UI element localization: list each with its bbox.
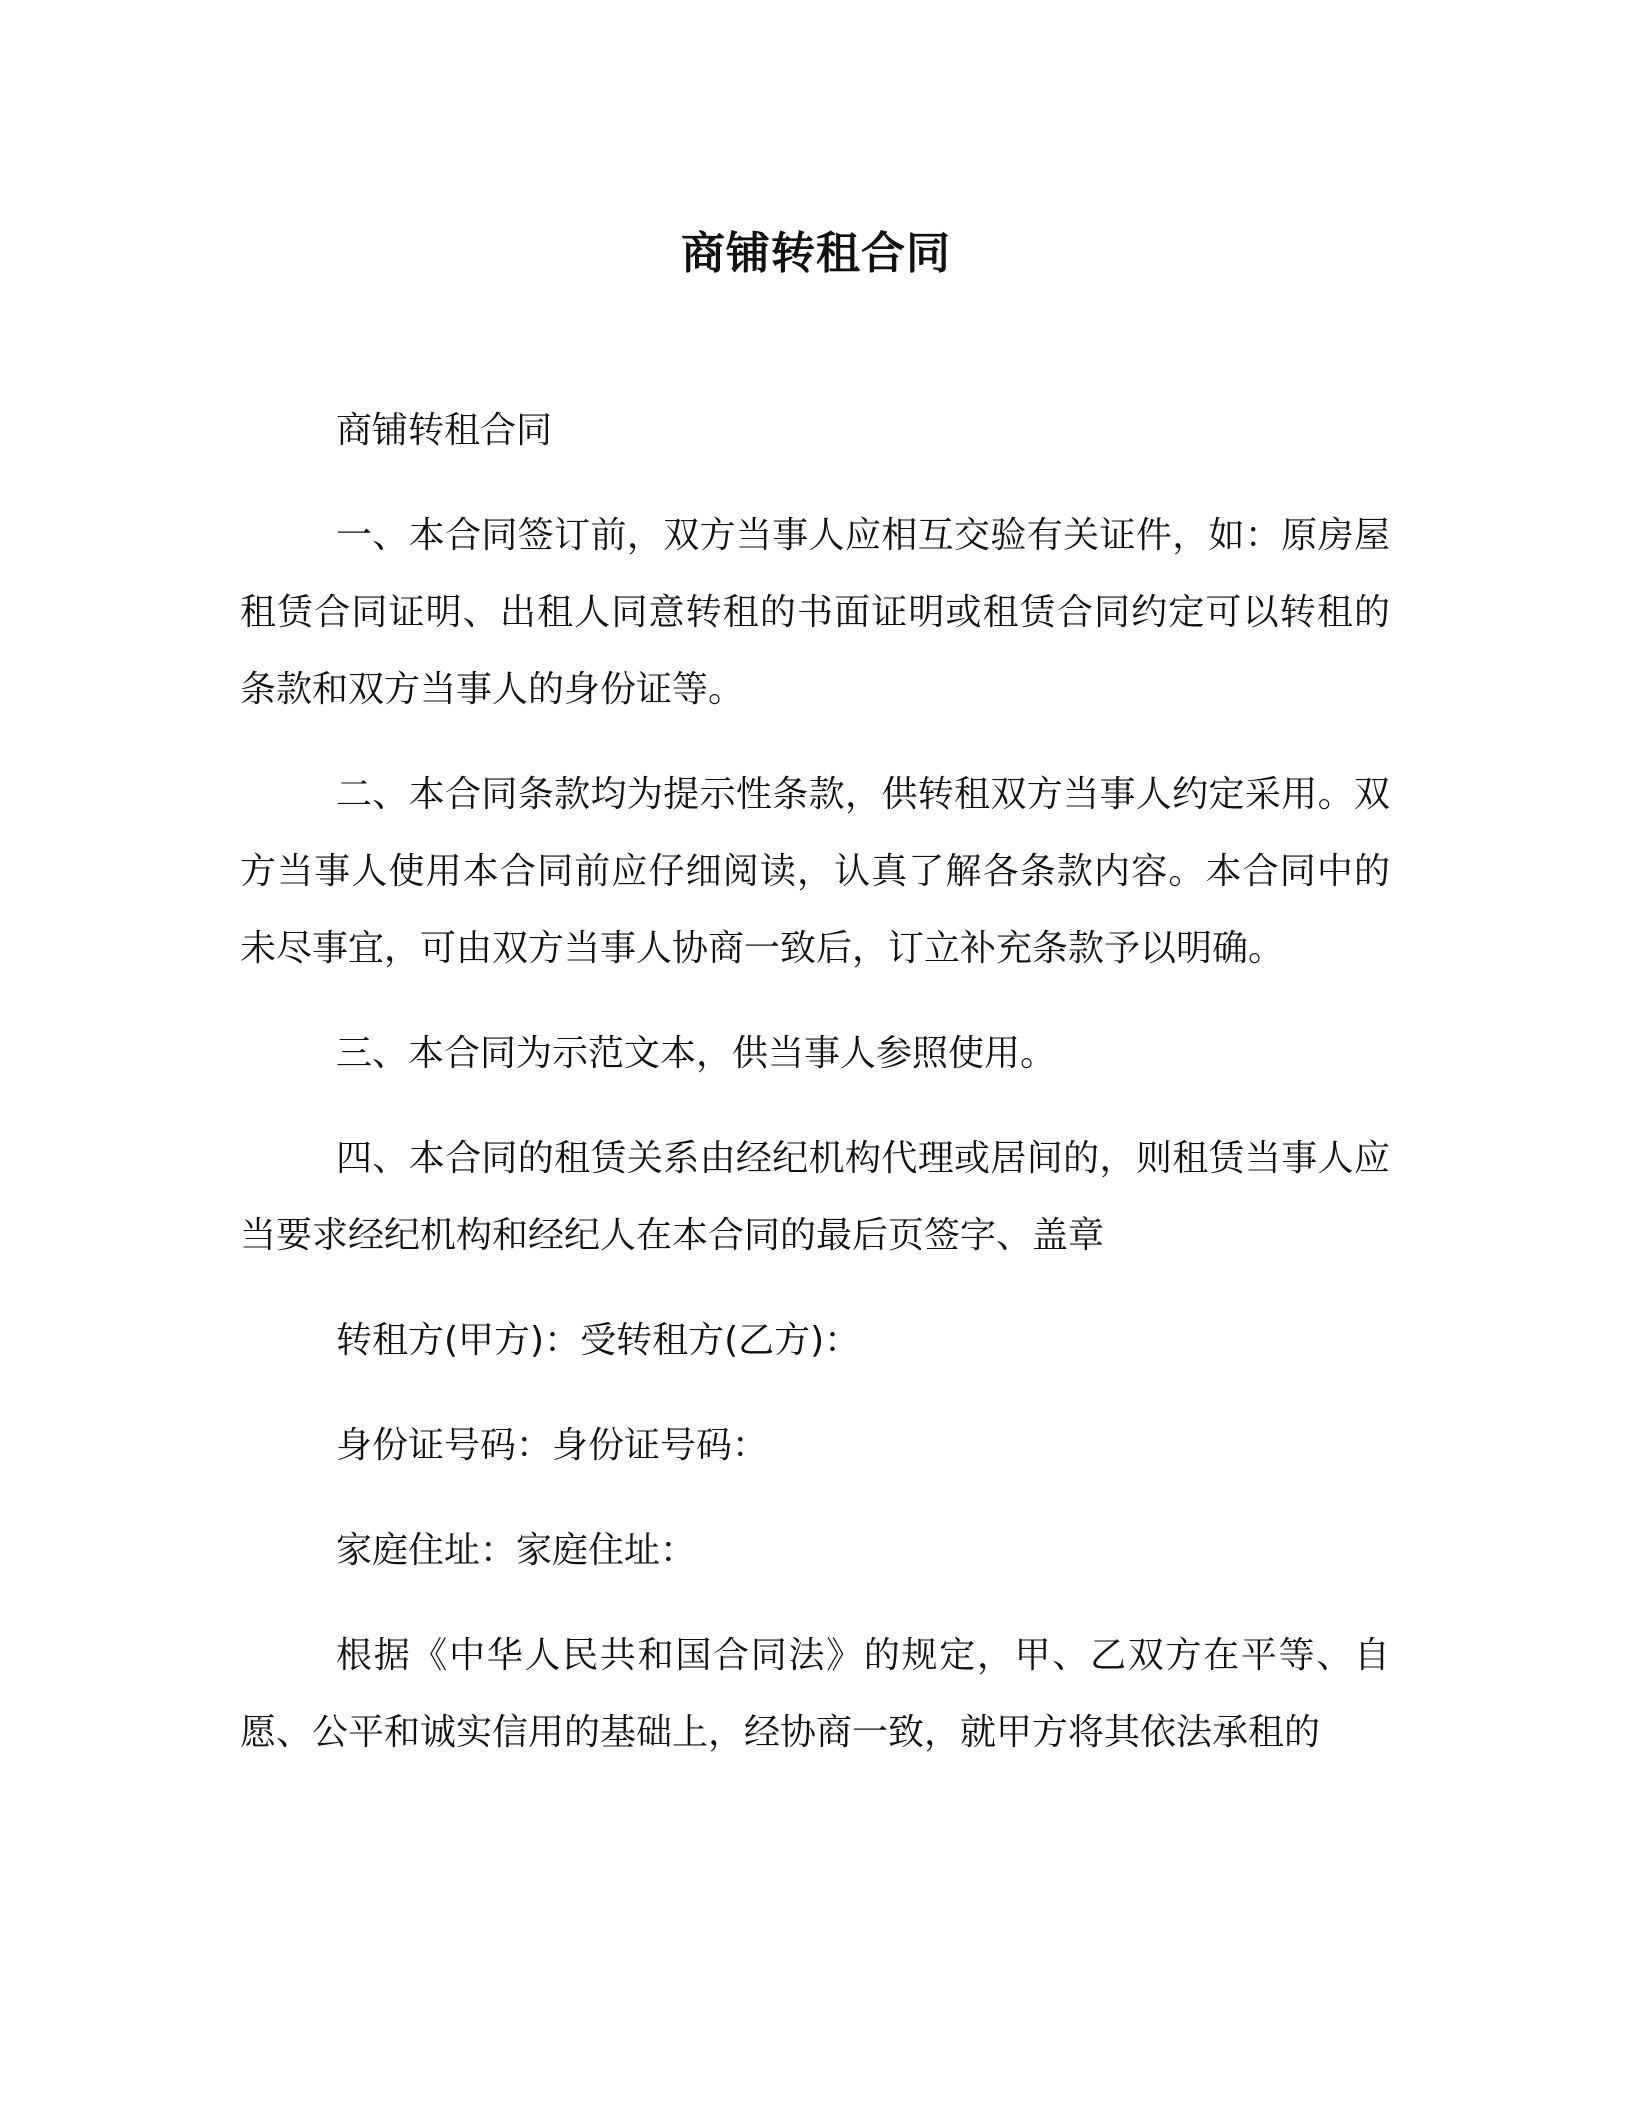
home-address-line: 家庭住址：家庭住址： [336,1530,697,1571]
paragraph-heading: 商铺转租合同 [336,410,553,451]
document-title: 商铺转租合同 [681,228,951,279]
paragraph-clause-3: 三、本合同为示范文本，供当事人参照使用。 [336,1033,1057,1074]
paragraph-preamble: 根据《中华人民共和国合同法》的规定，甲、乙双方在平等、自愿、公平和诚实信用的基础上，经协商一致，就甲方将其依法承租的 [240,1635,1390,1753]
paragraph-clause-2: 二、本合同条款均为提示性条款，供转租双方当事人约定采用。双方当事人使用本合同前应仔细阅读，认真了解各条款内容。本合同中的未尽事宜，可由双方当事人协商一致后，订立补充条款予以明确。 [240,774,1390,969]
id-number-line: 身份证号码：身份证号码： [336,1425,769,1466]
paragraph-clause-4: 四、本合同的租赁关系由经纪机构代理或居间的，则租赁当事人应当要求经纪机构和经纪人在本合同的最后页签字、盖章 [240,1138,1390,1256]
party-names-line: 转租方(甲方)：受转租方(乙方)： [336,1320,861,1361]
document-body [240,392,1390,1799]
paragraph-clause-1: 一、本合同签订前，双方当事人应相互交验有关证件，如：原房屋租赁合同证明、出租人同意转租的书面证明或租赁合同约定可以转租的条款和双方当事人的身份证等。 [240,515,1390,710]
